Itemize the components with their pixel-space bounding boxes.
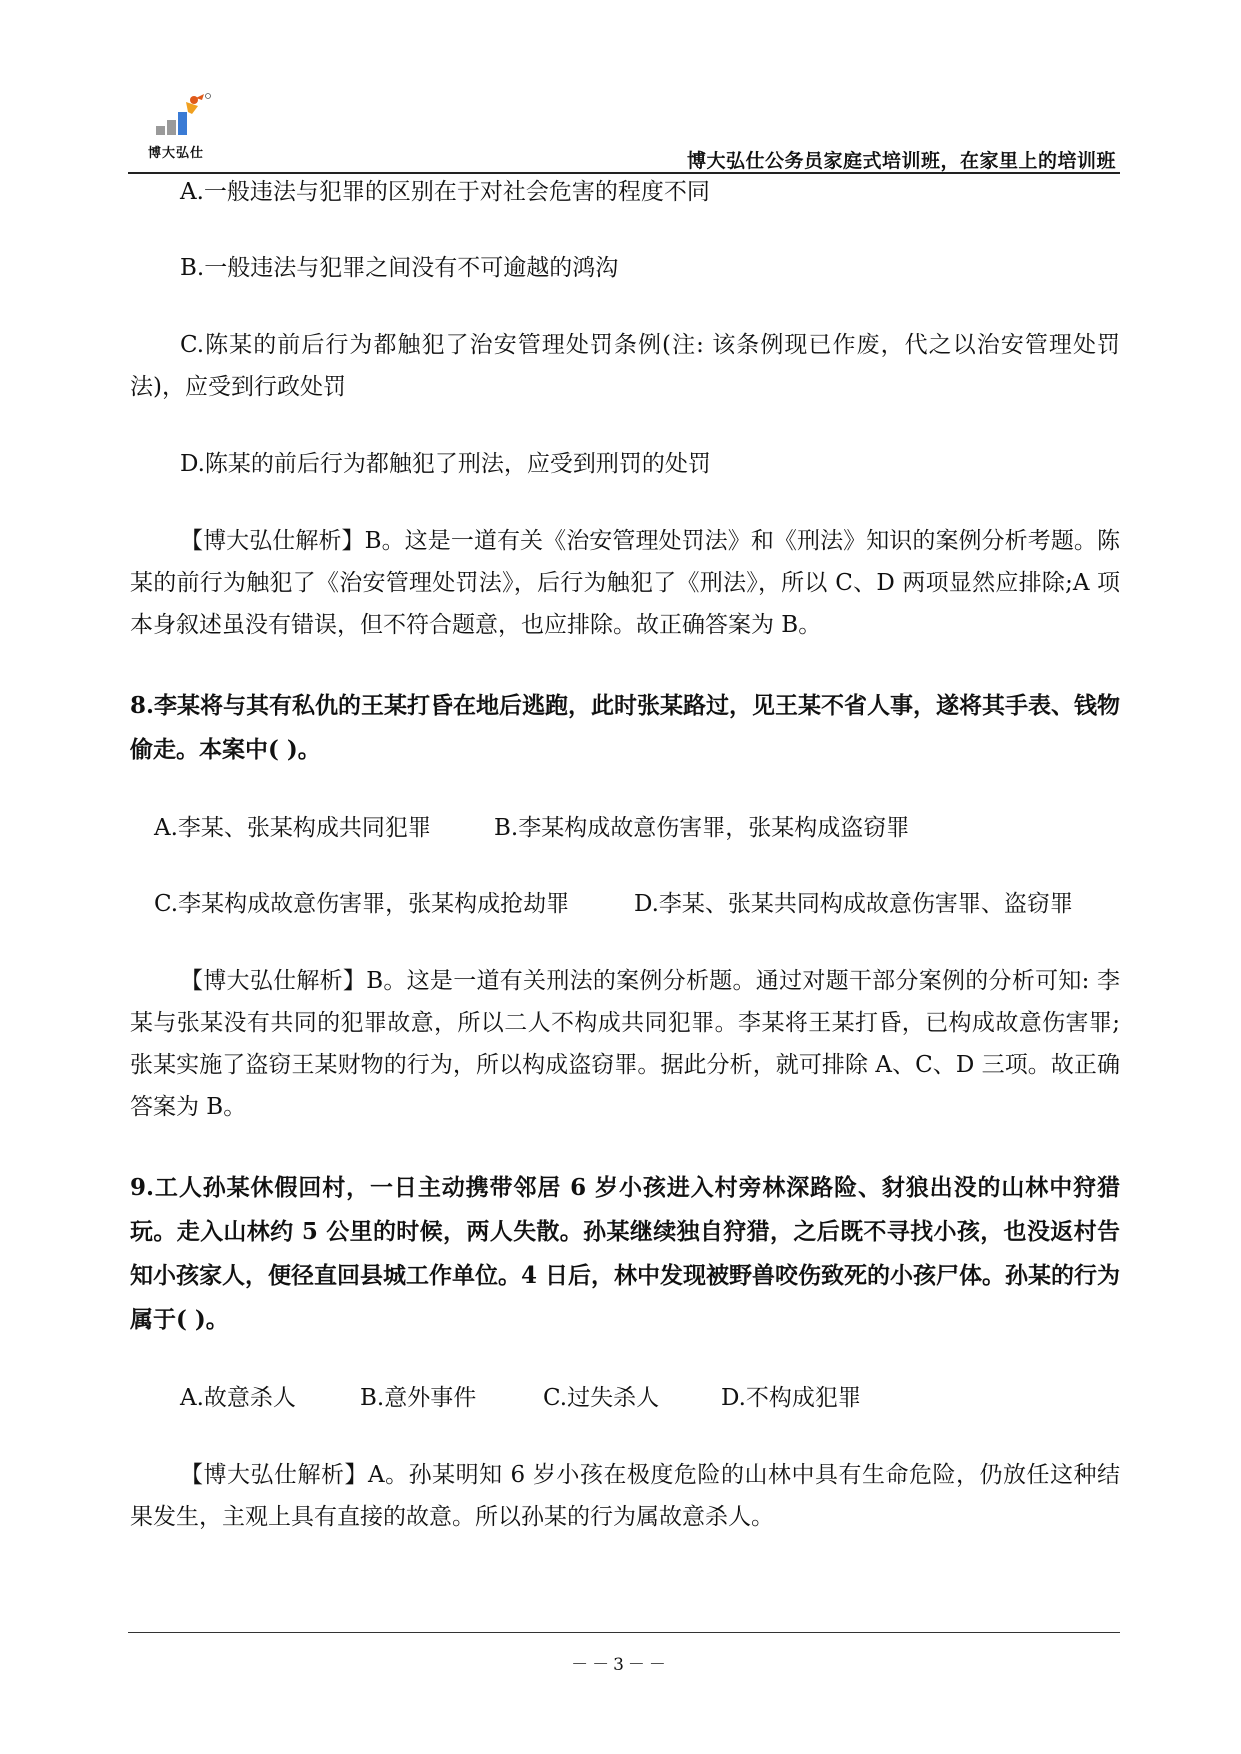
q9-option-d: D.不构成犯罪: [721, 1385, 861, 1411]
page-number: －－3－－: [571, 1655, 670, 1675]
q9-option-b: B.意外事件: [360, 1385, 477, 1411]
page-header: [128, 86, 1120, 172]
q8-options-row-2: [130, 884, 1120, 924]
q8-option-c: C.李某构成故意伤害罪，张某构成抢劫罪: [154, 891, 570, 917]
q7-option-d: D.陈某的前后行为都触犯了刑法，应受到刑罚的处罚: [180, 451, 711, 477]
document-body: [130, 172, 1120, 1538]
q7-option-b: B.一般违法与犯罪之间没有不可逾越的鸿沟: [180, 255, 619, 281]
q7-analysis: 【博大弘仕解析】B。这是一道有关《治安管理处罚法》和《刑法》知识的案例分析考题。陈某的前行为触犯了《治安管理处罚法》，后行为触犯了《刑法》，所以 C、D 两项显然应排除;A 项本身叙述虽没有错误，但不符合题意，也应排除。故正确答案为 B。: [130, 528, 1120, 638]
q9-analysis: 【博大弘仕解析】A。孙某明知 6 岁小孩在极度危险的山林中具有生命危险，仍放任这种结果发生，主观上具有直接的故意。所以孙某的行为属故意杀人。: [130, 1462, 1120, 1530]
header-slogan: 博大弘仕公务员家庭式培训班，在家里上的培训班: [686, 150, 1116, 172]
q9-option-c: C.过失杀人: [543, 1385, 660, 1411]
q8-question: 8.李某将与其有私仇的王某打昏在地后逃跑，此时张某路过，见王某不省人事，遂将其手表、钱物偷走。本案中( )。: [130, 692, 1121, 763]
q8-option-d: D.李某、张某共同构成故意伤害罪、盗窃罪: [634, 891, 1073, 917]
footer-divider: [128, 1632, 1120, 1633]
q8-option-b: B.李某构成故意伤害罪，张某构成盗窃罪: [494, 815, 910, 841]
q7-option-a: A.一般违法与犯罪的区别在于对社会危害的程度不同: [180, 179, 710, 205]
q9-option-a: A.故意杀人: [180, 1385, 296, 1411]
q7-option-c: C.陈某的前后行为都触犯了治安管理处罚条例(注: 该条例现已作废，代之以治安管理处罚法)，应受到行政处罚: [130, 332, 1120, 400]
q8-option-a: A.李某、张某构成共同犯罪: [154, 815, 431, 841]
q9-options-row: [130, 1378, 1120, 1418]
q8-options-row-1: [130, 808, 1120, 848]
q9-question: 9.工人孙某休假回村，一日主动携带邻居 6 岁小孩进入村旁林深路险、豺狼出没的山林中狩猎玩。走入山林约 5 公里的时候，两人失散。孙某继续独自狩猎，之后既不寻找小孩，也没返村告知小孩家人，便径直回县城工作单位。4 日后，林中发现被野兽咬伤致死的小孩尸体。孙某的行为属于( )。: [130, 1174, 1121, 1333]
logo-text: 博大弘仕: [148, 146, 205, 161]
q8-analysis: 【博大弘仕解析】B。这是一道有关刑法的案例分析题。通过对题干部分案例的分析可知: 李某与张某没有共同的犯罪故意，所以二人不构成共同犯罪。李某将王某打昏，已构成故意伤害罪;张某实施了盗窃王某财物的行为，所以构成盗窃罪。据此分析，就可排除 A、C、D 三项。故正确答案为 B。: [130, 968, 1120, 1120]
